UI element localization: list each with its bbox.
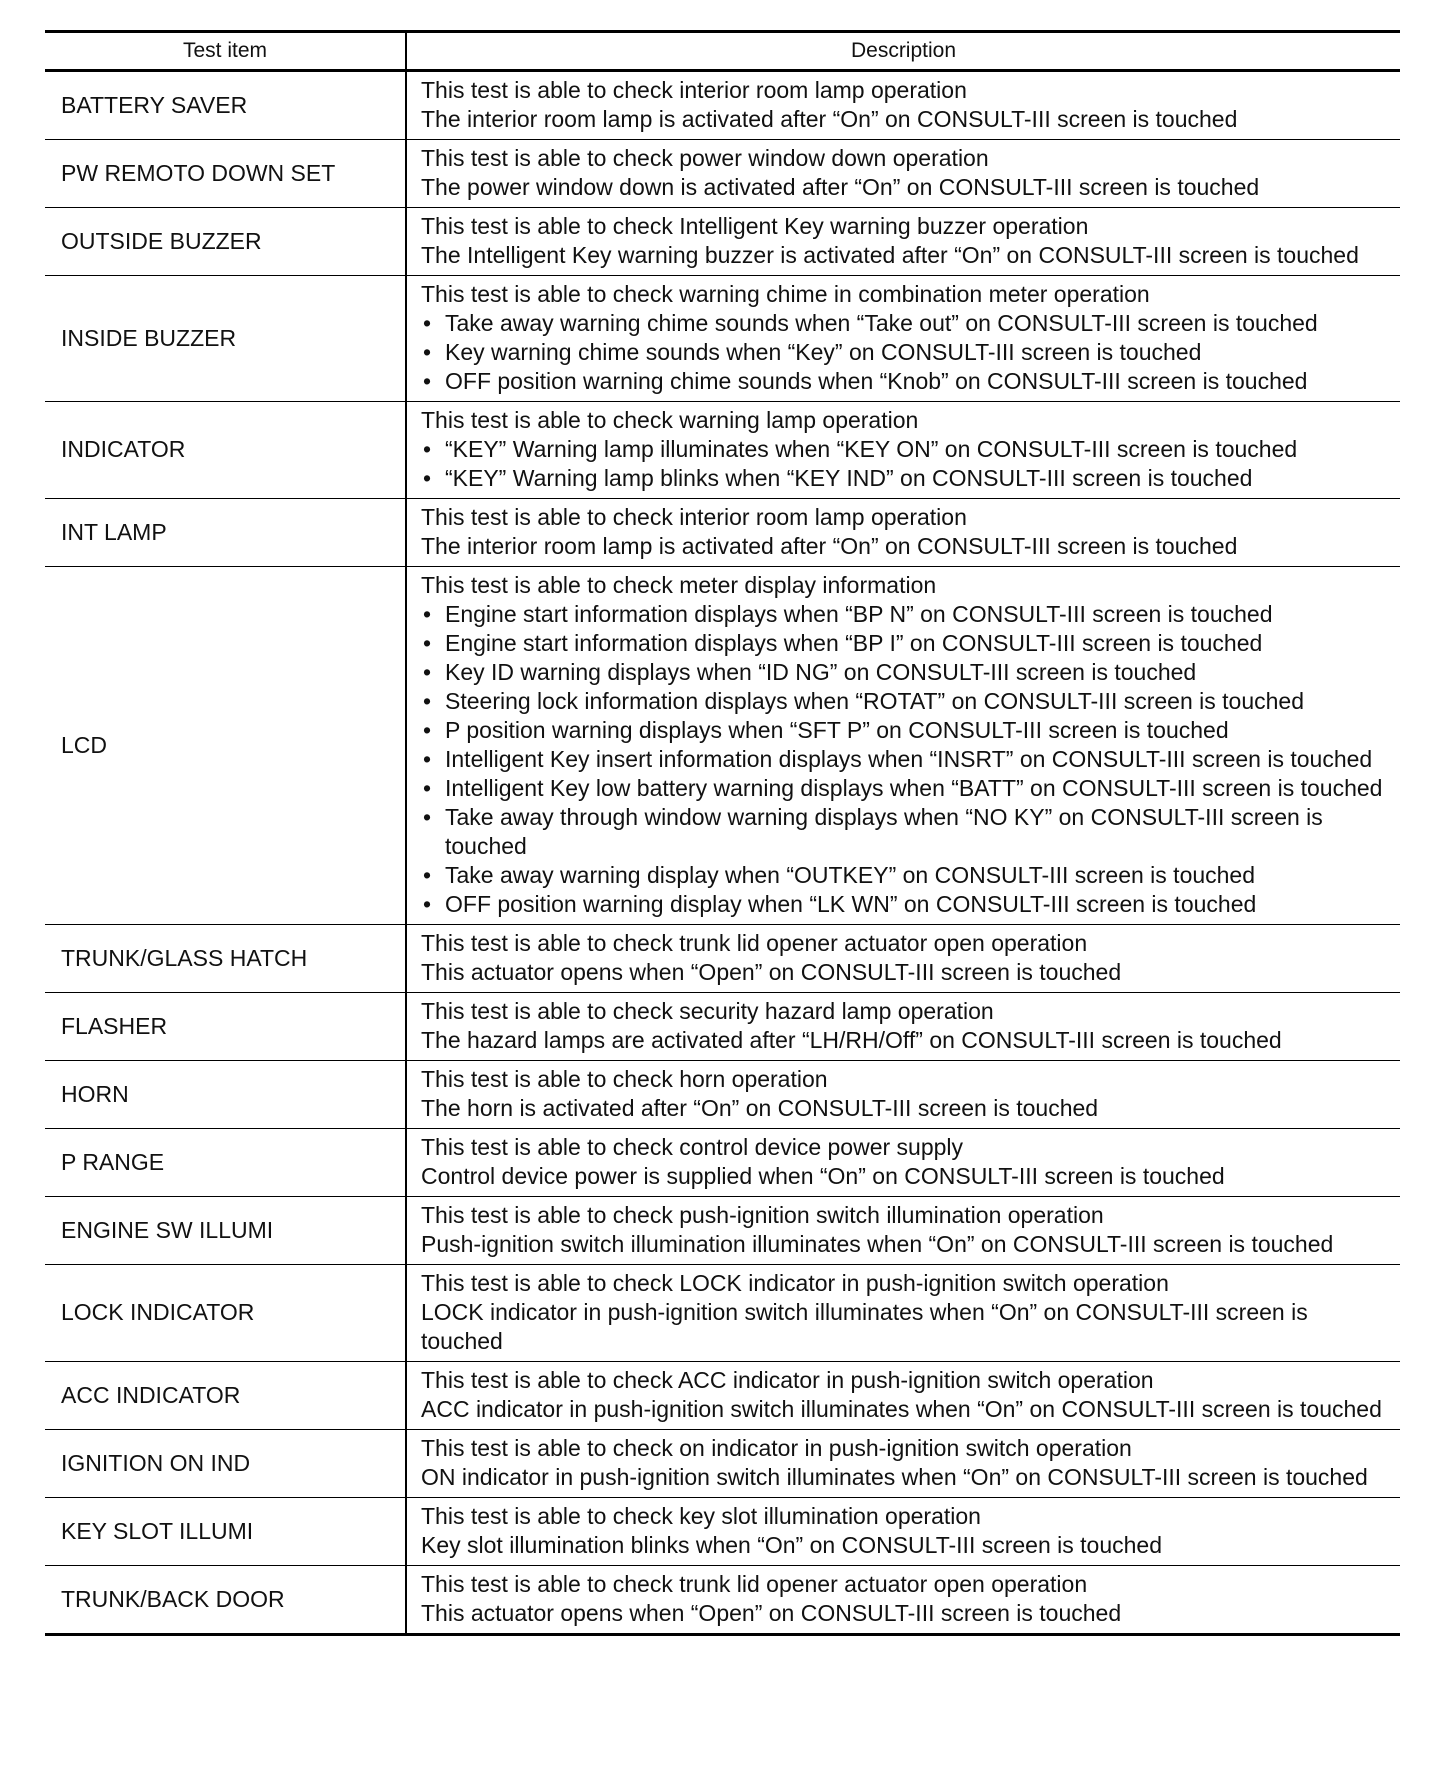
description-bullet: • Steering lock information displays when “ROTAT” on CONSULT-III screen is touched [421,687,1392,716]
test-item-name: OUTSIDE BUZZER [45,208,406,276]
description-bullet: • P position warning displays when “SFT P” on CONSULT-III screen is touched [421,716,1392,745]
test-item-name: BATTERY SAVER [45,71,406,140]
table-row [45,402,1400,499]
table-row [45,208,1400,276]
test-description [406,499,1400,567]
description-bullet: • “KEY” Warning lamp blinks when “KEY IND” on CONSULT-III screen is touched [421,464,1392,493]
test-item-name: LCD [45,567,406,925]
table-row [45,1265,1400,1362]
description-line: This test is able to check meter display information [421,572,937,598]
test-item-name: TRUNK/GLASS HATCH [45,925,406,993]
test-item-name: ENGINE SW ILLUMI [45,1197,406,1265]
column-header-test-item: Test item [45,32,406,71]
description-bullet: • Key warning chime sounds when “Key” on CONSULT-III screen is touched [421,338,1392,367]
description-line: This test is able to check interior room lamp operation [421,77,967,103]
description-line: ACC indicator in push-ignition switch illuminates when “On” on CONSULT-III screen is touched [421,1396,1382,1422]
description-line: This test is able to check on indicator in push-ignition switch operation [421,1435,1132,1461]
test-description [406,1129,1400,1197]
test-description [406,1498,1400,1566]
test-item-name: TRUNK/BACK DOOR [45,1566,406,1635]
table-body [45,71,1400,1635]
test-item-name: LOCK INDICATOR [45,1265,406,1362]
table-row [45,140,1400,208]
table-row [45,993,1400,1061]
description-line: This test is able to check horn operation [421,1066,828,1092]
description-line: The interior room lamp is activated after “On” on CONSULT-III screen is touched [421,106,1238,132]
test-item-name: HORN [45,1061,406,1129]
test-item-name: KEY SLOT ILLUMI [45,1498,406,1566]
table-row [45,1197,1400,1265]
test-description [406,140,1400,208]
test-item-name: INDICATOR [45,402,406,499]
description-bullet: • Engine start information displays when “BP N” on CONSULT-III screen is touched [421,600,1392,629]
description-line: The horn is activated after “On” on CONSULT-III screen is touched [421,1095,1099,1121]
test-description [406,208,1400,276]
description-line: This test is able to check control device power supply [421,1134,964,1160]
test-item-document [45,30,1400,1636]
active-test-table [45,30,1400,1636]
test-description [406,1061,1400,1129]
description-line: This test is able to check interior room lamp operation [421,504,967,530]
test-description [406,402,1400,499]
description-bullet: • Intelligent Key insert information displays when “INSRT” on CONSULT-III screen is touched [421,745,1392,774]
test-description [406,71,1400,140]
test-item-name: ACC INDICATOR [45,1362,406,1430]
description-bullet: • Take away through window warning displays when “NO KY” on CONSULT-III screen is touched [421,803,1392,861]
description-line: The hazard lamps are activated after “LH/RH/Off” on CONSULT-III screen is touched [421,1027,1282,1053]
description-line: ON indicator in push-ignition switch illuminates when “On” on CONSULT-III screen is touched [421,1464,1368,1490]
description-line: LOCK indicator in push-ignition switch illuminates when “On” on CONSULT-III screen is touched [421,1299,1308,1354]
description-line: This test is able to check security hazard lamp operation [421,998,994,1024]
test-item-name: PW REMOTO DOWN SET [45,140,406,208]
test-item-name: INSIDE BUZZER [45,276,406,402]
description-line: The power window down is activated after “On” on CONSULT-III screen is touched [421,174,1260,200]
description-line: This test is able to check push-ignition switch illumination operation [421,1202,1104,1228]
test-item-name: INT LAMP [45,499,406,567]
table-row [45,925,1400,993]
description-line: This test is able to check Intelligent Key warning buzzer operation [421,213,1089,239]
test-description [406,993,1400,1061]
description-bullet: • “KEY” Warning lamp illuminates when “KEY ON” on CONSULT-III screen is touched [421,435,1392,464]
description-line: This test is able to check power window down operation [421,145,989,171]
test-description [406,1430,1400,1498]
test-item-name: FLASHER [45,993,406,1061]
table-row [45,499,1400,567]
description-bullet: • Take away warning chime sounds when “Take out” on CONSULT-III screen is touched [421,309,1392,338]
table-row [45,1129,1400,1197]
test-description [406,276,1400,402]
table-row [45,1061,1400,1129]
test-description [406,1197,1400,1265]
table-row [45,1498,1400,1566]
test-description [406,1362,1400,1430]
description-bullet: • Engine start information displays when “BP I” on CONSULT-III screen is touched [421,629,1392,658]
description-line: Push-ignition switch illumination illuminates when “On” on CONSULT-III screen is touched [421,1231,1334,1257]
table-row [45,567,1400,925]
description-line: This test is able to check warning chime in combination meter operation [421,281,1150,307]
table-row [45,1566,1400,1635]
description-line: This test is able to check trunk lid opener actuator open operation [421,1571,1088,1597]
description-line: Key slot illumination blinks when “On” on CONSULT-III screen is touched [421,1532,1162,1558]
description-line: The interior room lamp is activated after “On” on CONSULT-III screen is touched [421,533,1238,559]
test-description [406,1265,1400,1362]
description-bullet: • OFF position warning display when “LK WN” on CONSULT-III screen is touched [421,890,1392,919]
column-header-description: Description [406,32,1400,71]
table-row [45,1430,1400,1498]
description-line: This actuator opens when “Open” on CONSULT-III screen is touched [421,959,1122,985]
test-item-name: IGNITION ON IND [45,1430,406,1498]
description-line: This test is able to check trunk lid opener actuator open operation [421,930,1088,956]
description-line: The Intelligent Key warning buzzer is activated after “On” on CONSULT-III screen is touched [421,242,1359,268]
test-description [406,567,1400,925]
table-row [45,71,1400,140]
test-description [406,1566,1400,1635]
description-bullet: • Take away warning display when “OUTKEY” on CONSULT-III screen is touched [421,861,1392,890]
description-bullet: • Intelligent Key low battery warning displays when “BATT” on CONSULT-III screen is touched [421,774,1392,803]
description-line: This test is able to check warning lamp operation [421,407,919,433]
test-description [406,925,1400,993]
description-line: Control device power is supplied when “On” on CONSULT-III screen is touched [421,1163,1225,1189]
table-row [45,1362,1400,1430]
test-item-name: P RANGE [45,1129,406,1197]
description-bullet: • Key ID warning displays when “ID NG” on CONSULT-III screen is touched [421,658,1392,687]
description-bullet: • OFF position warning chime sounds when “Knob” on CONSULT-III screen is touched [421,367,1392,396]
table-row [45,276,1400,402]
description-line: This actuator opens when “Open” on CONSULT-III screen is touched [421,1600,1122,1626]
description-line: This test is able to check LOCK indicator in push-ignition switch operation [421,1270,1169,1296]
description-line: This test is able to check ACC indicator in push-ignition switch operation [421,1367,1154,1393]
description-line: This test is able to check key slot illumination operation [421,1503,981,1529]
table-header-row [45,32,1400,71]
